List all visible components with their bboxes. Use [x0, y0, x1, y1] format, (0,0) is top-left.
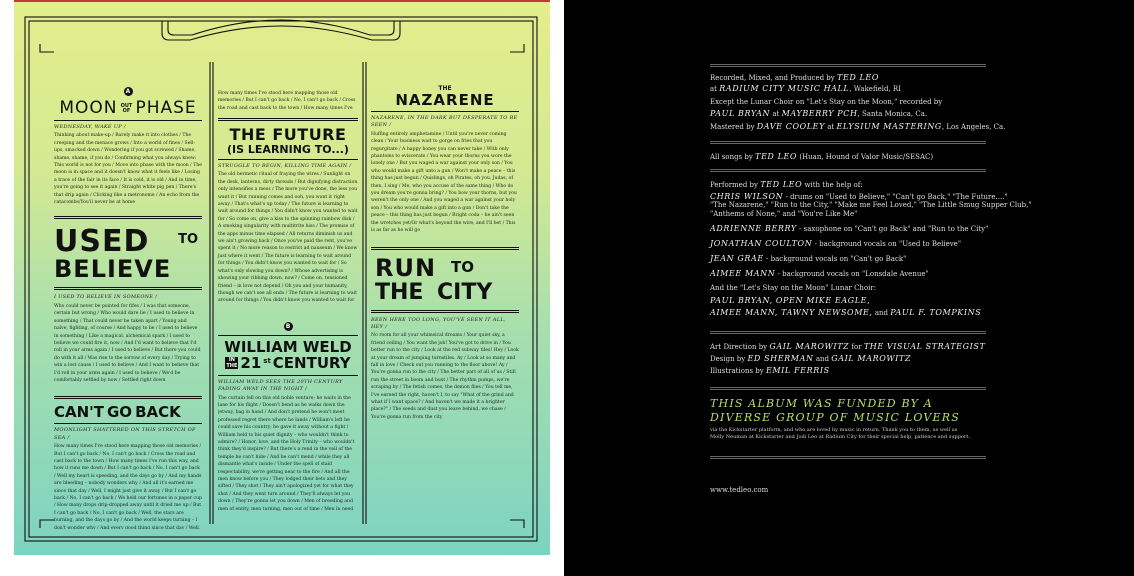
- section-divider: [54, 216, 202, 219]
- title-back: BACK: [135, 403, 181, 422]
- cant-lyrics-continued: How many times I've stood here mapping those old memories / But I can't go back / No, I can't go back / Cross the road and cast back to the town / How many times I've: [218, 91, 356, 111]
- title-city: CITY: [437, 279, 493, 305]
- badge-a: A: [124, 87, 133, 96]
- title-the-small: THE: [438, 85, 452, 92]
- cant-go-back-title: [54, 405, 202, 420]
- section-divider: [371, 310, 519, 313]
- section-divider: [54, 287, 202, 290]
- title-phase: PHASE: [135, 98, 197, 118]
- credit-lunar-choir: Except the Lunar Choir on "Let's Stay on the Moon," recorded by: [710, 98, 943, 106]
- title-nazarene: NAZARENE: [395, 91, 495, 109]
- funded-heading-1: THIS ALBUM WAS FUNDED BY A: [710, 397, 933, 410]
- title-century: CENTURY: [272, 353, 351, 372]
- william-weld-title: [218, 337, 358, 372]
- column-left: [54, 78, 202, 529]
- rule: [710, 169, 986, 172]
- funded-thanks-1: via the Kickstarter platform, and who are loved by music in return. Thank you to them, as well as: [710, 427, 958, 433]
- cant-lead: MOONLIGHT SHATTERED ON THIS STRETCH OF SEA /: [54, 427, 196, 441]
- performer-jean-grae: JEAN GRAE - background vocals on "Can't go Back": [710, 254, 907, 263]
- title-the-future: THE FUTURE: [229, 125, 347, 144]
- nazarene-title: [371, 86, 519, 108]
- used-lyrics: Who could never be pointed for fifes / I was that someone, certain but wrong / Who would dare lie / I used to believe in something / That could never be taken apart / Young and naïve, fighting, of course / And happy to be / I used to believe in something / Like a magical, alchemical spark / I used to believe we could fire it, now / And I'd want to believe that I'd roll in your arms again / I used to believe / But there you could do with it all / Was rise to the sorrow of every day / Trying to win a lost cause / I used to believe / And I want to believe that I'd roll in your arms again / I used to believe / We'd be comfortably settled by now / Settled right down: [54, 303, 201, 383]
- section-divider: [218, 118, 358, 121]
- rule: [710, 456, 986, 459]
- section-divider: [54, 396, 202, 399]
- rule: [710, 141, 986, 144]
- nazarene-lyrics: Huffing entirely amphetamine / Until you're never coming clean / Your business wait to gorge on fries that you regurgitate / A happy honey you can never take / With only phantoms to eviscerate / You wear your thorns you wore the lonely one / But you waged a war against your only son / You who would make a gift unto a gun / Won't make a peace – this thing has just begun / Quislings, oh Pirates, oh you, Judas, of then, I sing / Me, who you accuse of the same thing / Who do you dream you're gonna bring? / You bow your thorns, but you weren't the only one / And you waged a war against your holy son / You who would make a gift into a gun / Don't take the peace – this thing has just begun / Bright coda – he ain't seen the wretches yet/Or what's beyond the wire, and I'll bet / This is as far as he will go: [371, 131, 517, 234]
- run-lead: BEEN HERE TOO LONG, YOU'VE SEEN IT ALL, HEY /: [371, 316, 506, 330]
- title-is-learning: (IS LEARNING TO...): [227, 143, 349, 156]
- column-middle: [218, 90, 358, 513]
- credit-paul-bryan: PAUL BRYAN at MAYBERRY PCH, Santa Monica, Ca.: [710, 109, 928, 118]
- lunar-choir-names-2: AIMEE MANN, TAWNY NEWSOME, and PAUL F. TOMPKINS: [710, 308, 982, 317]
- credit-mastered: Mastered by DAVE COOLEY at ELYSIUM MASTERING, Los Angeles, Ca.: [710, 122, 1006, 131]
- title-run: RUN: [375, 253, 437, 282]
- title-used: USED: [54, 224, 150, 260]
- section-divider: [371, 247, 519, 250]
- used-to-believe-title: [54, 224, 202, 285]
- title-go: GO: [107, 403, 133, 422]
- title-out-of: OUT OF: [120, 102, 133, 114]
- credit-produced: Recorded, Mixed, and Produced by TED LEO: [710, 73, 880, 82]
- credit-illustrations: Illustrations by EMIL FERRIS: [710, 366, 830, 375]
- moon-lead: WEDNESDAY, WAKE UP /: [54, 124, 126, 130]
- performer-chris-wilson-3: "Anthems of None," and "You're Like Me": [710, 210, 858, 218]
- title-run-to: TO: [451, 257, 474, 276]
- run-to-the-city-title: [371, 253, 519, 308]
- title-moon: MOON: [59, 98, 118, 118]
- title-the-city-the: THE: [375, 279, 424, 305]
- column-right: [371, 86, 519, 421]
- name-ted-leo: TED LEO: [836, 73, 880, 82]
- future-lead: STRUGGLE TO BEGIN, KILLING TIME AGAIN /: [218, 163, 352, 169]
- title-in: IN: [228, 357, 235, 364]
- title-believe: BELIEVE: [54, 255, 172, 284]
- weld-lyrics: The curtain fell on this old noble venture; he waits in the lane for his flight / Doesn't bend as he walks down the jetway, bag in hand / And don't pretend he won't meet professed regret there where he lands / William's left he could save his country; he gave it away without a fight / William held to his quiet dignity – who wouldn't think to admire? / Honor, love, and the Holy Trinity – who wouldn't think they'd inspire? / But there's a rend in the veil of the temple he can't hide / And he can't mend / while they all dismantle what's inside / Under the spell of staid respectability, we're getting near to the fire / And all the men know before you / They lodged their bets and they sifted / They shot / They ain't apologized yet for what they shot / And they went turn around / They'll always let you down / They're gonna let you down / Men of breeding and men of entity, men turning, men out of time / Men in need: [218, 395, 355, 512]
- badge-b: B: [284, 322, 293, 331]
- credit-design: Design by ED SHERMAN and GAIL MAROWITZ: [710, 354, 912, 363]
- credit-studio: at RADIUM CITY MUSIC HALL, Wakefield, RI: [710, 84, 901, 93]
- future-lyrics: The old hermetic ritual of fraying the wires / Sunlight on the desk, lanterns, dirty threads / But dignifying distraction only intensifies a mess / The more you've done, the less you want it / But running comes and ooh, you want it right away / That's what's up today / The future is learning to wait around for things / You didn't know you wanted to wait for / So come on, give a kiss to the spinning rainbow disk / A smoking singularity with multitrite hiss / The promise of the apps minus time elapsed / All returns diminish us and we ain't growing back / Once you've paid the rent, you've spent it / No more reason to restrict ad nauseum / We know just where it went / The future is learning to wait around for things / You didn't know you wanted to wait for / So what's only slowing you down? / Whose advertising is showing your ribbing down, now? / Come on, tensioned friend – in love not depend / Oh you and your humanity, though we can't see all ends / The future is learning to wait around for things / You didn't know you wanted to wait for: [218, 172, 358, 304]
- title-underline: [218, 159, 358, 160]
- in-the-box: [225, 357, 238, 369]
- funded-heading-2: DIVERSE GROUP OF MUSIC LOVERS: [710, 411, 960, 424]
- weld-lead: WILLIAM WELD SEES THE 20TH CENTURY FADING AWAY IN THE NIGHT /: [218, 378, 343, 393]
- title-st: st: [263, 356, 271, 365]
- performer-jonathan-coulton: JONATHAN COULTON - background vocals on "Used to Believe": [710, 239, 962, 248]
- lunar-choir-names-1: PAUL BRYAN, OPEN MIKE EAGLE,: [710, 296, 871, 305]
- cant-lyrics: How many times I've stood here mapping those old memories / But I can't go back / No, I can't go back / Cross the road and cast back to the town / How many times I've run this way, and how it runs me down / But I can't go back / No, I can't go back / Well my heart is speeding, and the days go by / And my hands are bleeding – nobody wonders why / And all it's earned me since that day / Well, I might just give it away / But I can't go back / No, I can't go back / We held our fortunes in a paper cup / How many drops drip-dropped away until it dried me up / But I can't go back / No, I can't go back / Well, the stars are burning, and the days go by / And the world keeps turning – I don't wonder why / And every good thing since that day / Well,: [54, 444, 202, 530]
- title-underline: [218, 375, 358, 376]
- credit-art-direction: Art Direction by GAIL MAROWITZ for THE VISUAL STRATEGIST: [710, 342, 986, 351]
- performer-aimee-mann: AIMEE MANN - background vocals on "Lonsdale Avenue": [710, 269, 929, 278]
- title-21st-century-row: [218, 353, 358, 372]
- title-the: THE: [226, 363, 238, 370]
- title-underline: [371, 111, 519, 112]
- title-to: TO: [178, 232, 198, 248]
- used-lead: I USED TO BELIEVE IN SOMEONE /: [54, 294, 158, 301]
- name-radium-city: RADIUM CITY MUSIC HALL: [719, 84, 850, 93]
- the-future-title: [218, 127, 358, 155]
- title-underline: [54, 423, 202, 424]
- top-rule: [710, 64, 986, 67]
- lyrics-panel: [14, 0, 550, 555]
- title-william-weld: WILLIAM WELD: [224, 337, 352, 356]
- nazarene-lead: NAZARENE, IN THE DARK BUT DESPERATE TO BE SEEN /: [371, 115, 518, 129]
- section-divider: [218, 335, 358, 336]
- credit-songs: All songs by TED LEO (Huan, Hound of Valor Music/SESAC): [710, 152, 934, 161]
- moon-out-of-phase-title: [54, 100, 202, 117]
- rule: [710, 331, 986, 334]
- performer-chris-wilson: CHRIS WILSON - drums on "Used to Believe," "Can't go Back," "The Future....": [710, 192, 1008, 201]
- title-underline: [54, 120, 202, 121]
- title-21: 21: [240, 353, 262, 372]
- funded-thanks-2: Molly Neuman at Kickstarter and Jodi Leo at Radium City for their special help, patience and support.: [710, 434, 970, 440]
- performer-adrienne-berry: ADRIENNE BERRY - saxophone on "Can't go Back" and "Run to the City": [710, 224, 989, 233]
- rule: [710, 387, 986, 390]
- lunar-choir-heading: And the "Let's Stay on the Moon" Lunar Choir:: [710, 284, 877, 292]
- run-lyrics: No room for all your whimsical dreams / Your quiet sky, a friend ceiling / You want the job! You've got to drive in / You better run to the city / Look at the red subway tiles! Hey / Look at your dream of jumping turnstiles. Ay / Look at so many and fall in love / Check out you running to the floor above! Ay / You're gonna run to the city / The better part of all of us / Still run the street in boom and bust / The rhythm pumps, we're scraping by / The fetish comes, the demon flies / You tell me, I've earned the right, haven't I, to say "What of the grind and what if I want space? / And haven't we made it a brighter place?" / The seeds and dust you leave behind, we chase / You're gonna run from the city: [371, 333, 519, 420]
- moon-lyrics: Thinking about make-up / Barely make it into clothes / The creeping and the menace grows / Into a world of fines / Sell-ups, smacked down / Wondering if you got screwed / Shame, shame, shame, if you do / Confirming what you always knew: This world is not for you / Move into phase with the moon / The moon is in space and it doesn't know what it feels like / Losing a trace of the fair in its face / It is cold, it is old / And in time, you're going to see it again / Straight white pig pen / There's that drip again / Clicking like a metronome / An echo from the catacombs/You'll never be at home: [54, 133, 202, 206]
- credit-performed: Performed by TED LEO with the help of:: [710, 180, 863, 189]
- performer-chris-wilson-2: "The Nazarene," "Run to the City," "Make me Feel Loved," "The Little Smug Supper Club,": [710, 201, 1032, 209]
- title-cant: CAN'T: [54, 403, 104, 422]
- website-link[interactable]: www.tedleo.com: [710, 486, 769, 494]
